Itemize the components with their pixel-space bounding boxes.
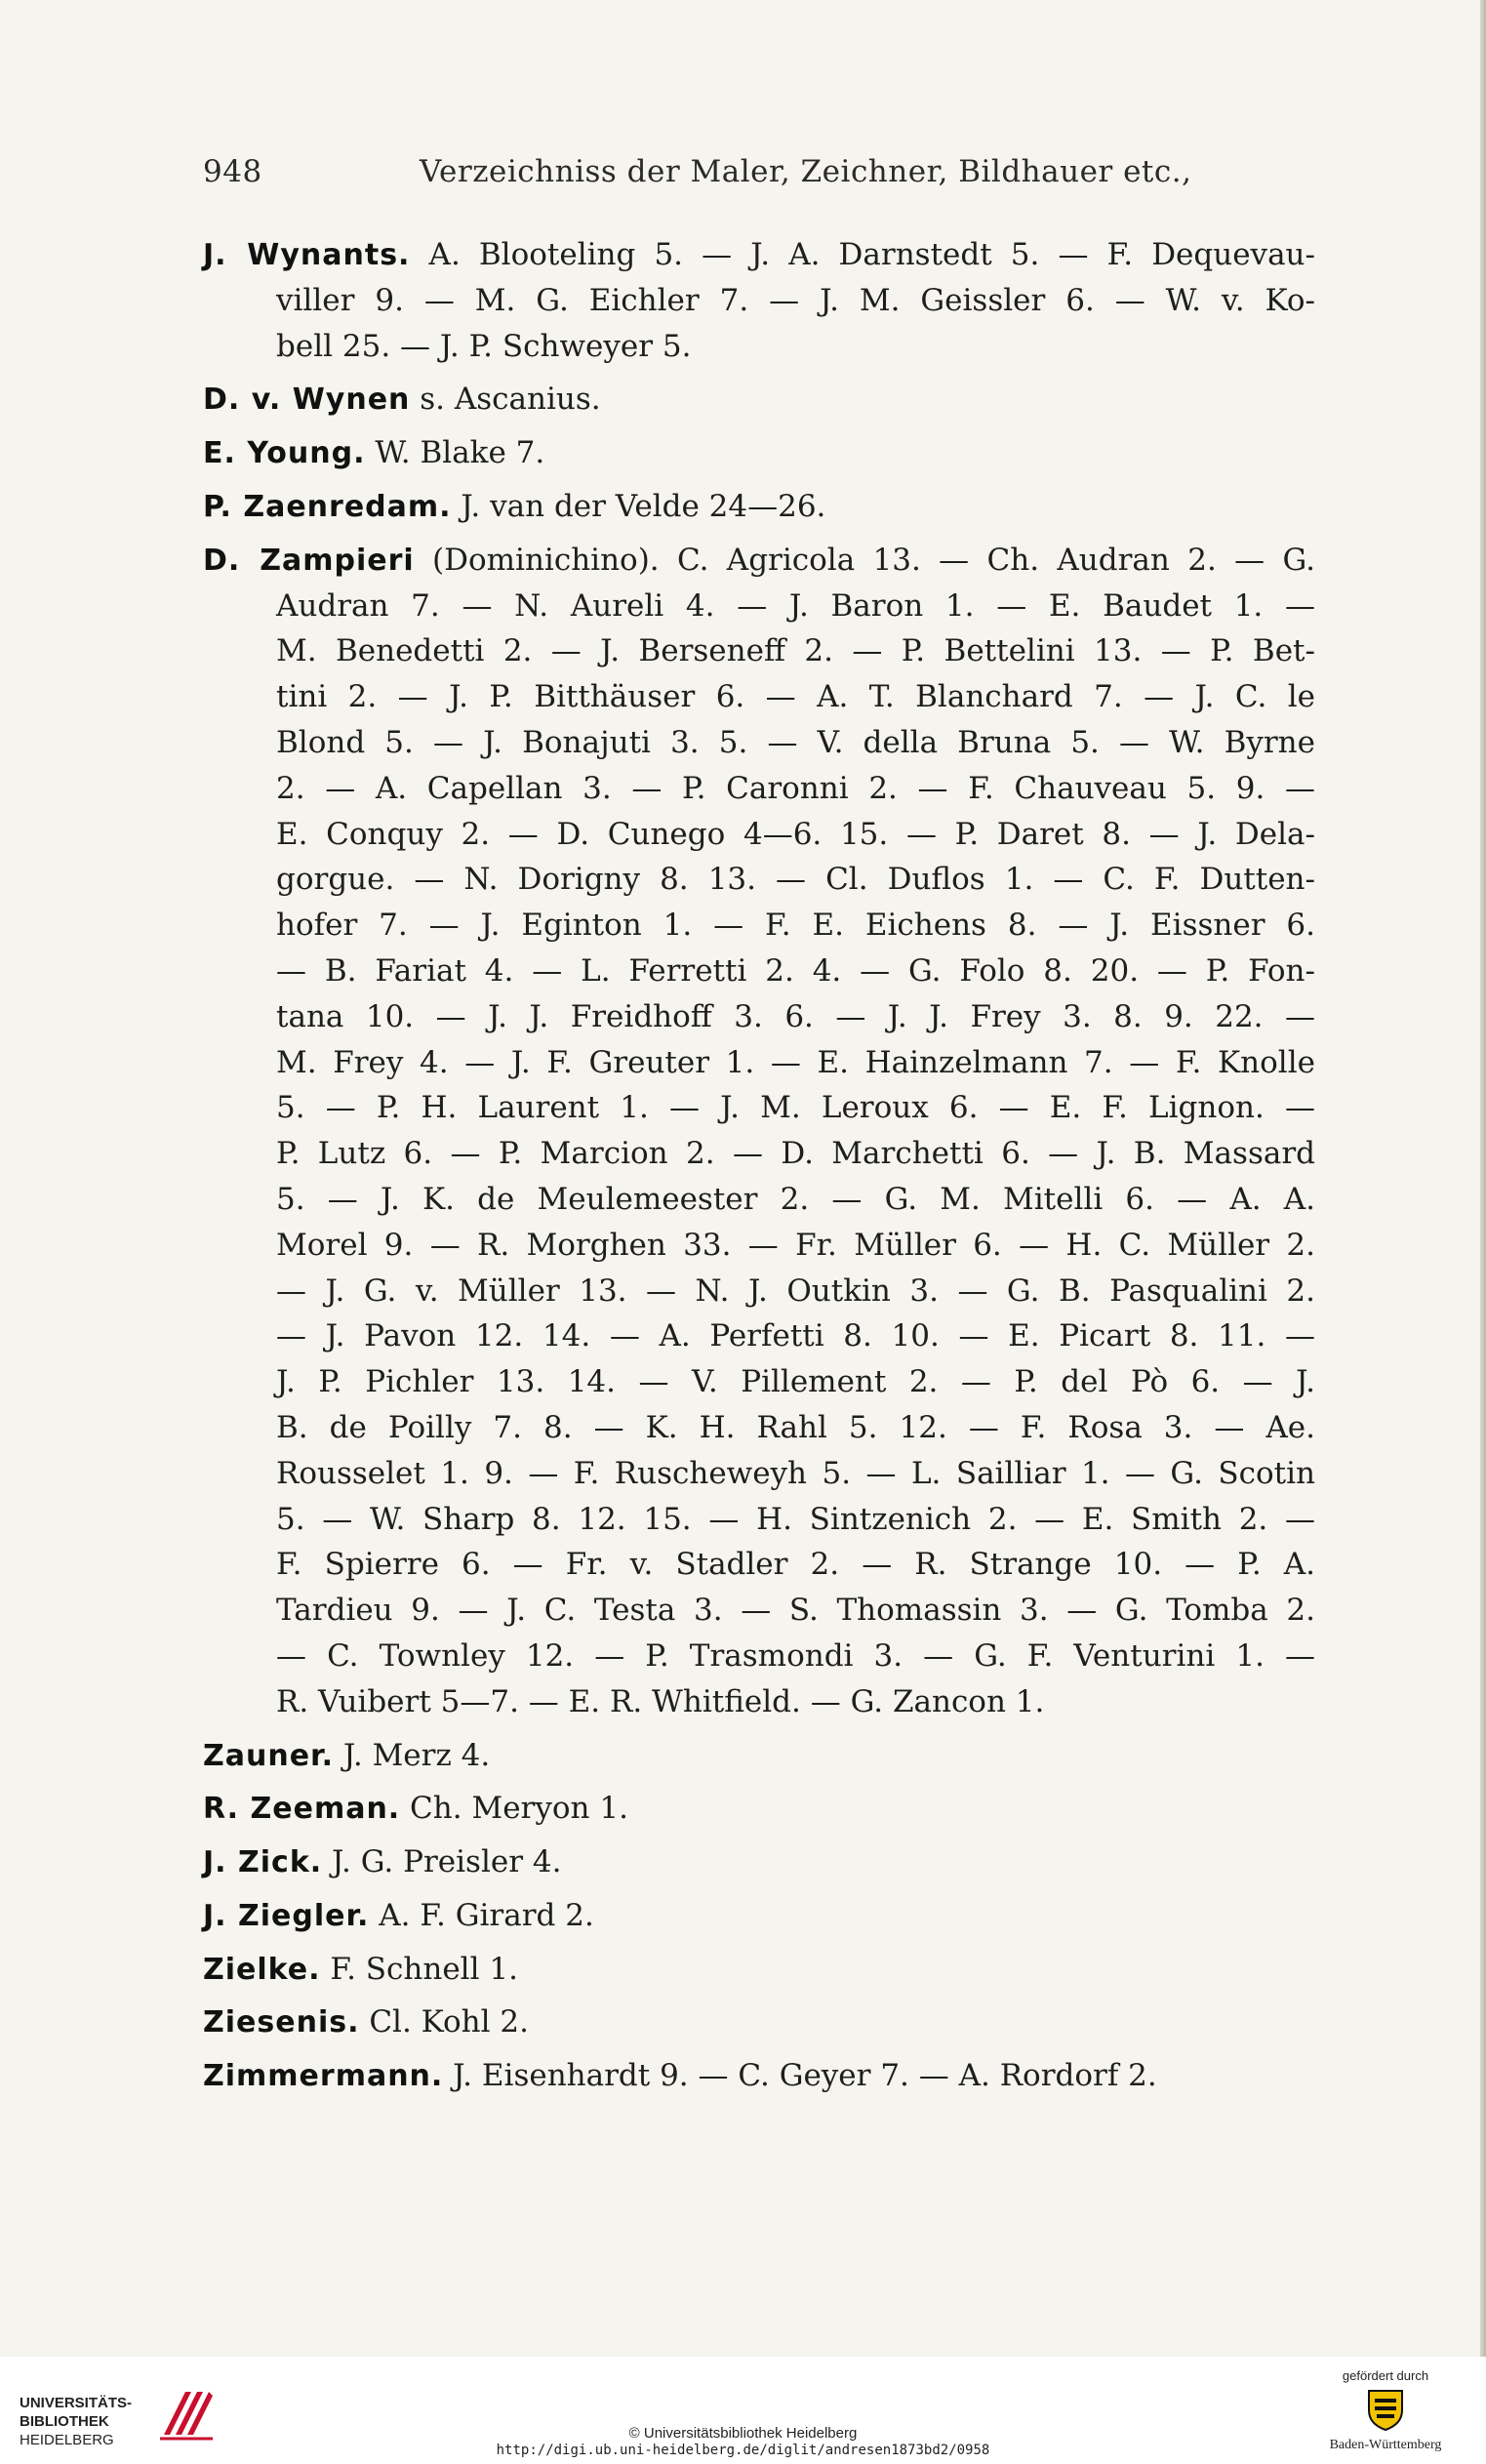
entry-line: [203, 994, 1315, 1040]
engraver-list-text: (Dominichino). C. Agricola 13. — Ch. Audran 2. — G.: [414, 542, 1315, 578]
engraver-list-text: F. Schnell 1.: [320, 1951, 518, 1987]
index-entry: [203, 1947, 1315, 1993]
engraver-list-text: W. Blake 7.: [365, 435, 545, 471]
entry-line: [203, 1588, 1315, 1634]
engraver-list-text: J. van der Velde 24—26.: [451, 488, 826, 524]
entry-line: [203, 1359, 1315, 1405]
page-header: [203, 154, 1315, 197]
entry-line: [203, 1223, 1315, 1269]
artist-name: P. Zaenredam.: [203, 489, 452, 524]
artist-name: Zielke.: [203, 1952, 321, 1987]
entry-line: [203, 674, 1315, 720]
entry-line: [203, 1497, 1315, 1543]
artist-name: D. v. Wynen: [203, 383, 411, 418]
entry-gap: [203, 530, 1315, 538]
engraver-list-text: Cl. Kohl 2.: [359, 2004, 529, 2040]
entry-gap: [203, 476, 1315, 484]
engraver-list-text: Morel 9. — R. Morghen 33. — Fr. Müller 6. — H. C. Müller 2.: [276, 1227, 1315, 1263]
entry-line: [203, 1131, 1315, 1177]
engraver-list-text: Blond 5. — J. Bonajuti 3. 5. — V. della Bruna 5. — W. Byrne: [276, 724, 1315, 760]
engraver-list-text: M. Benedetti 2. — J. Berseneff 2. — P. Bettelini 13. — P. Bet-: [276, 633, 1315, 669]
engraver-list-text: Tardieu 9. — J. C. Testa 3. — S. Thomassin 3. — G. Tomba 2.: [276, 1593, 1315, 1629]
entry-line: [203, 1893, 1315, 1939]
entry-line: [203, 324, 1315, 370]
engraver-list-text: Rousselet 1. 9. — F. Ruscheweyh 5. — L. Sailliar 1. — G. Scotin: [276, 1455, 1315, 1491]
entry-line: [203, 949, 1315, 994]
engraver-list-text: B. de Poilly 7. 8. — K. H. Rahl 5. 12. — F. Rosa 3. — Ae.: [276, 1409, 1315, 1445]
page-edge: [1480, 0, 1486, 2357]
engraver-list-text: gorgue. — N. Dorigny 8. 13. — Cl. Duflos 1. — C. F. Dutten-: [276, 862, 1315, 898]
index-entry: [203, 538, 1315, 1725]
index-entries: [203, 232, 1315, 2099]
engraver-list-text: E. Conquy 2. — D. Cunego 4—6. 15. — P. Daret 8. — J. Dela-: [276, 816, 1315, 852]
index-entry: [203, 377, 1315, 423]
index-entry: [203, 1893, 1315, 1939]
entry-line: [203, 1269, 1315, 1314]
engraver-list-text: M. Frey 4. — J. F. Greuter 1. — E. Hainzelmann 7. — F. Knolle: [276, 1044, 1315, 1080]
entry-gap: [203, 1992, 1315, 1999]
entry-line: [203, 857, 1315, 903]
engraver-list-text: Ch. Meryon 1.: [400, 1791, 628, 1827]
entry-gap: [203, 369, 1315, 377]
engraver-list-text: — B. Fariat 4. — L. Ferretti 2. 4. — G. Folo 8. 20. — P. Fon-: [276, 952, 1315, 989]
engraver-list-text: tini 2. — J. P. Bitthäuser 6. — A. T. Blanchard 7. — J. C. le: [276, 679, 1315, 715]
artist-name: J. Ziegler.: [203, 1898, 370, 1933]
artist-name: D. Zampieri: [203, 543, 415, 578]
index-entry: [203, 484, 1315, 530]
engraver-list-text: tana 10. — J. J. Freidhoff 3. 6. — J. J. Frey 3. 8. 9. 22. —: [276, 998, 1315, 1034]
entry-line: [203, 1451, 1315, 1497]
artist-name: E. Young.: [203, 436, 366, 471]
index-entry: [203, 2053, 1315, 2099]
engraver-list-text: 5. — J. K. de Meulemeester 2. — G. M. Mitelli 6. — A. A.: [276, 1181, 1315, 1217]
funding-label: gefördert durch: [1342, 2368, 1429, 2383]
engraver-list-text: — J. G. v. Müller 13. — N. J. Outkin 3. — G. B. Pasqualini 2.: [276, 1272, 1315, 1309]
entry-line: [203, 903, 1315, 949]
index-entry: [203, 1733, 1315, 1779]
engraver-list-text: 5. — W. Sharp 8. 12. 15. — H. Sintzenich 2. — E. Smith 2. —: [276, 1501, 1315, 1537]
entry-line: [203, 720, 1315, 766]
entry-line: [203, 538, 1315, 584]
entry-line: [203, 628, 1315, 674]
artist-name: Zauner.: [203, 1738, 334, 1773]
library-name-line3: HEIDELBERG: [20, 2432, 114, 2448]
entry-line: [203, 1786, 1315, 1832]
coat-of-arms-icon: [1363, 2387, 1408, 2432]
running-title: Verzeichniss der Maler, Zeichner, Bildhauer etc.,: [420, 154, 1192, 189]
engraver-list-text: R. Vuibert 5—7. — E. R. Whitfield. — G. Zancon 1.: [276, 1683, 1045, 1719]
engraver-list-text: F. Spierre 6. — Fr. v. Stadler 2. — R. Strange 10. — P. A.: [276, 1547, 1315, 1583]
engraver-list-text: A. F. Girard 2.: [369, 1897, 594, 1933]
entry-line: [203, 1085, 1315, 1131]
entry-gap: [203, 1939, 1315, 1947]
funding-block: [1303, 2368, 1468, 2461]
entry-line: [203, 1405, 1315, 1451]
engraver-list-text: — J. Pavon 12. 14. — A. Perfetti 8. 10. — E. Picart 8. 11. —: [276, 1318, 1315, 1354]
engraver-list-text: J. G. Preisler 4.: [322, 1844, 562, 1880]
entry-gap: [203, 423, 1315, 430]
entry-line: [203, 232, 1315, 278]
engraver-list-text: 2. — A. Capellan 3. — P. Caronni 2. — F. Chauveau 5. 9. —: [276, 770, 1315, 806]
engraver-list-text: J. Eisenhardt 9. — C. Geyer 7. — A. Rordorf 2.: [443, 2058, 1157, 2094]
library-name-line2: BIBLIOTHEK: [20, 2413, 109, 2430]
entry-line: [203, 1947, 1315, 1993]
entry-gap: [203, 1778, 1315, 1786]
page-number: 948: [203, 154, 262, 189]
entry-line: [203, 278, 1315, 324]
entry-line: [203, 812, 1315, 858]
entry-gap: [203, 1725, 1315, 1733]
engraver-list-text: bell 25. — J. P. Schweyer 5.: [276, 328, 692, 364]
entry-line: [203, 484, 1315, 530]
engraver-list-text: viller 9. — M. G. Eichler 7. — J. M. Geissler 6. — W. v. Ko-: [276, 282, 1315, 318]
entry-gap: [203, 1832, 1315, 1839]
footer: [0, 2357, 1486, 2464]
engraver-list-text: A. Blooteling 5. — J. A. Darnstedt 5. — F. Dequevau-: [410, 237, 1315, 272]
permalink[interactable]: http://digi.ub.uni-heidelberg.de/diglit/andresen1873bd2/0958: [496, 2443, 990, 2458]
entry-line: [203, 377, 1315, 423]
index-entry: [203, 1786, 1315, 1832]
engraver-list-text: hofer 7. — J. Eginton 1. — F. E. Eichens 8. — J. Eissner 6.: [276, 908, 1315, 944]
index-entry: [203, 232, 1315, 369]
funding-name: Baden-Württemberg: [1329, 2438, 1442, 2452]
entry-line: [203, 1733, 1315, 1779]
entry-line: [203, 1839, 1315, 1885]
engraver-list-text: J. P. Pichler 13. 14. — V. Pillement 2. — P. del Pò 6. — J.: [276, 1364, 1315, 1400]
artist-name: R. Zeeman.: [203, 1792, 401, 1827]
entry-line: [203, 1634, 1315, 1679]
engraver-list-text: Audran 7. — N. Aureli 4. — J. Baron 1. — E. Baudet 1. —: [276, 587, 1315, 624]
entry-line: [203, 1999, 1315, 2045]
entry-line: [203, 1679, 1315, 1725]
entry-line: [203, 1177, 1315, 1223]
entry-line: [203, 766, 1315, 812]
artist-name: Zimmermann.: [203, 2059, 444, 2094]
entry-line: [203, 584, 1315, 629]
entry-gap: [203, 1885, 1315, 1893]
artist-name: Ziesenis.: [203, 2005, 360, 2040]
index-entry: [203, 1999, 1315, 2045]
engraver-list-text: 5. — P. H. Laurent 1. — J. M. Leroux 6. — E. F. Lignon. —: [276, 1090, 1315, 1126]
entry-gap: [203, 2045, 1315, 2053]
copyright-notice: © Universitätsbibliothek Heidelberg: [628, 2425, 858, 2442]
artist-name: J. Zick.: [203, 1845, 323, 1880]
entry-line: [203, 2053, 1315, 2099]
entry-line: [203, 1313, 1315, 1359]
engraver-list-text: J. Merz 4.: [333, 1737, 491, 1773]
library-name-line1: UNIVERSITÄTS-: [20, 2395, 133, 2411]
artist-name: J. Wynants.: [203, 238, 411, 272]
engraver-list-text: P. Lutz 6. — P. Marcion 2. — D. Marchetti 6. — J. B. Massard: [276, 1136, 1315, 1172]
engraver-list-text: s. Ascanius.: [410, 382, 601, 418]
entry-line: [203, 1542, 1315, 1588]
entry-line: [203, 430, 1315, 476]
entry-line: [203, 1040, 1315, 1086]
index-entry: [203, 430, 1315, 476]
engraver-list-text: — C. Townley 12. — P. Trasmondi 3. — G. F. Venturini 1. —: [276, 1637, 1315, 1674]
index-entry: [203, 1839, 1315, 1885]
